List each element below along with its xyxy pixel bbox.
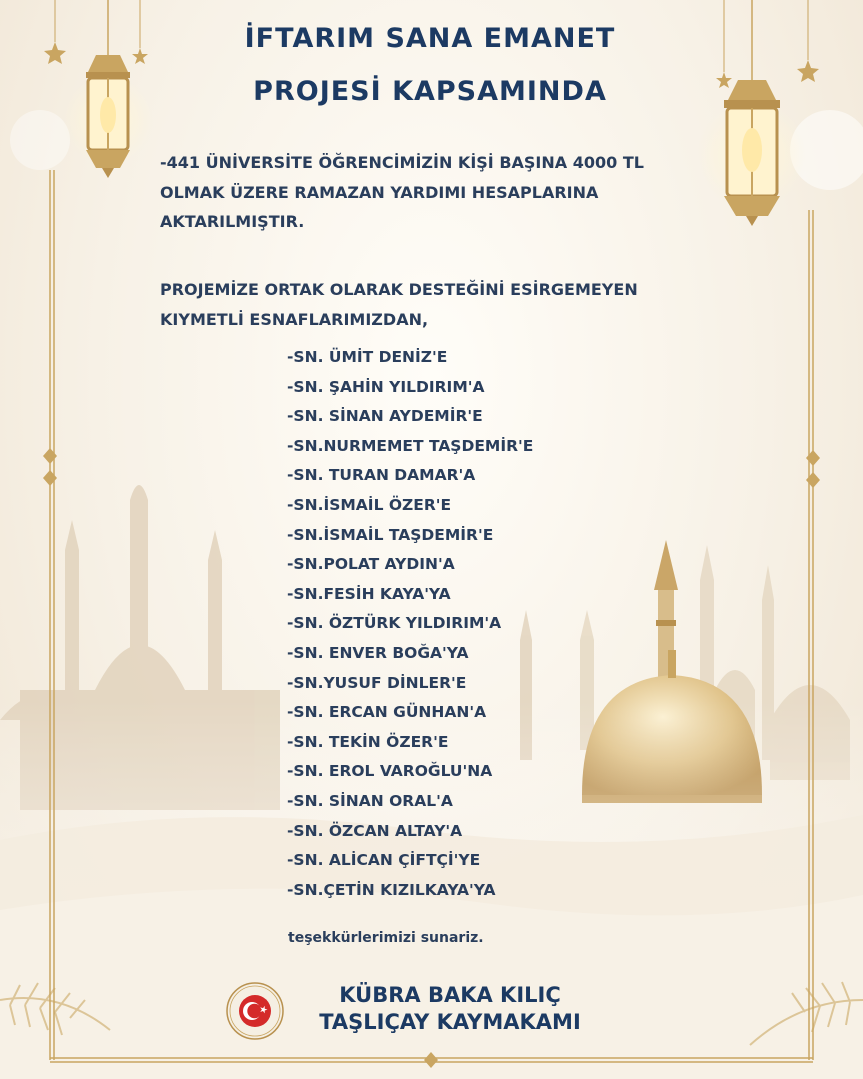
list-item: -SN. ALİCAN ÇİFTÇİ'YE bbox=[287, 851, 481, 870]
list-item: -SN. EROL VAROĞLU'NA bbox=[287, 762, 493, 781]
list-item: -SN.İSMAİL ÖZER'E bbox=[287, 495, 452, 514]
signature-name: KÜBRA BAKA KILIÇ bbox=[339, 983, 561, 1007]
thanks-intro-line: PROJEMİZE ORTAK OLARAK DESTEĞİNİ ESİRGEMEYEN bbox=[160, 280, 638, 299]
list-item: -SN. SİNAN ORAL'A bbox=[287, 791, 453, 810]
list-item: -SN. ENVER BOĞA'YA bbox=[287, 643, 469, 662]
list-item: -SN. TEKİN ÖZER'E bbox=[287, 732, 449, 751]
intro-line: -441 ÜNİVERSİTE ÖĞRENCİMİZİN KİŞİ BAŞINA 4000 TL bbox=[160, 153, 644, 172]
list-item: -SN. TURAN DAMAR'A bbox=[287, 466, 476, 485]
list-item: -SN. ÖZCAN ALTAY'A bbox=[287, 821, 463, 840]
list-item: -SN.POLAT AYDIN'A bbox=[287, 555, 455, 574]
list-item: -SN.FESİH KAYA'YA bbox=[287, 584, 451, 603]
supporters-list bbox=[287, 343, 533, 905]
thanks-intro-line: KIYMETLİ ESNAFLARIMIZDAN, bbox=[160, 309, 429, 329]
list-item: -SN. ÜMİT DENİZ'E bbox=[287, 348, 448, 366]
intro-line: OLMAK ÜZERE RAMAZAN YARDIMI HESAPLARINA bbox=[160, 182, 599, 202]
list-item: -SN.YUSUF DİNLER'E bbox=[287, 673, 467, 692]
intro-line: AKTARILMIŞTIR. bbox=[160, 212, 305, 231]
list-item: -SN. SİNAN AYDEMİR'E bbox=[287, 407, 483, 426]
signature-position: TAŞLIÇAY KAYMAKAMI bbox=[319, 1010, 581, 1034]
list-item: -SN. ŞAHİN YILDIRIM'A bbox=[287, 377, 485, 396]
thanks-text: teşekkürlerimizi sunariz. bbox=[288, 930, 484, 946]
list-item: -SN. ERCAN GÜNHAN'A bbox=[287, 703, 487, 722]
list-item: -SN.İSMAİL TAŞDEMİR'E bbox=[287, 525, 494, 544]
intro-paragraph bbox=[160, 148, 760, 237]
list-item: -SN.ÇETİN KIZILKAYA'YA bbox=[287, 880, 496, 899]
page-title-line-1: İFTARIM SANA EMANET bbox=[244, 23, 616, 54]
page-title-line-2: PROJESİ KAPSAMINDA bbox=[253, 76, 607, 107]
crescent-star-icon bbox=[226, 982, 284, 1040]
list-item: -SN. ÖZTÜRK YILDIRIM'A bbox=[287, 614, 502, 633]
thanks-intro-paragraph bbox=[160, 275, 760, 334]
list-item: -SN.NURMEMET TAŞDEMİR'E bbox=[287, 436, 534, 455]
